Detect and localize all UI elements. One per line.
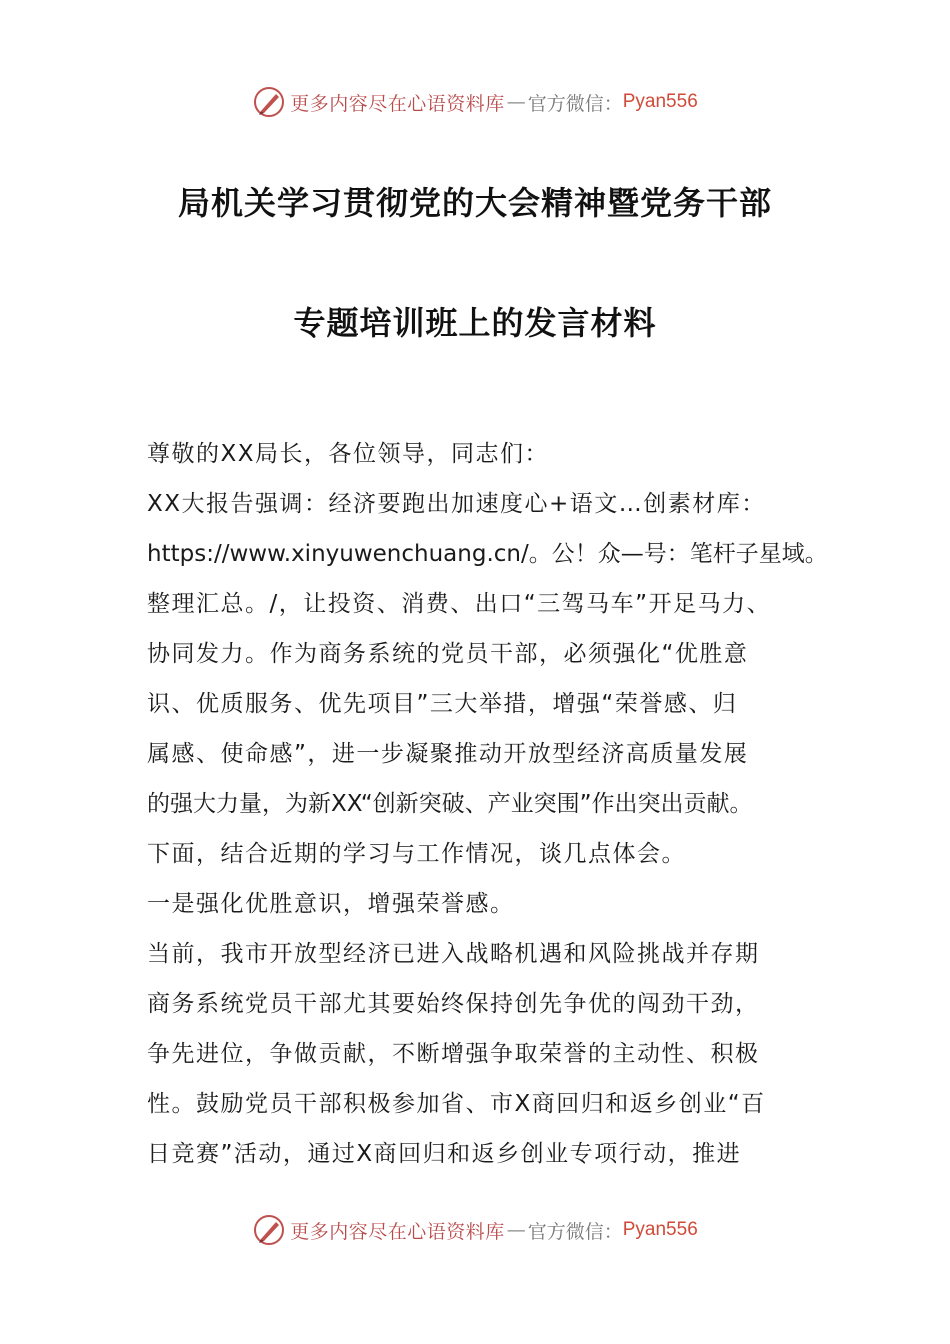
banner-separator: — — [506, 1219, 526, 1241]
body-line: 属感、使命感”，进一步凝聚推动开放型经济高质量发展 — [147, 741, 749, 767]
body-line: https://www.xinyuwenchuang.cn/。公！众—号：笔杆子星域。 — [147, 541, 828, 567]
body-line: 商务系统党员干部尤其要始终保持创先争优的闯劲干劲， — [147, 991, 760, 1017]
quill-logo-icon — [252, 1213, 286, 1247]
body-line: 一是强化优胜意识，增强荣誉感。 — [147, 891, 515, 917]
body-line: 当前，我市开放型经济已进入战略机遇和风险挑战并存期 — [147, 941, 760, 967]
banner-wechat-label: 官方微信： — [527, 92, 623, 115]
banner-wechat-label: 官方微信： — [527, 1220, 623, 1243]
document-title-line-1: 局机关学习贯彻党的大会精神暨党务干部 — [177, 184, 772, 222]
quill-logo-icon — [252, 85, 286, 119]
footer-watermark-banner — [0, 1210, 950, 1250]
banner-text: 更多内容尽在心语资料库 — [290, 1220, 505, 1243]
document-title-line-2: 专题培训班上的发言材料 — [293, 304, 657, 342]
body-line: XX大报告强调：经济要跑出加速度心+语文…创素材库： — [147, 491, 766, 517]
document-body — [147, 429, 837, 1179]
banner-wechat-id: Pyan556 — [622, 1219, 698, 1240]
body-line: 的强大力量，为新XX“创新突破、产业突围”作出突出贡献。 — [147, 791, 753, 817]
body-line: 性。鼓励党员干部积极参加省、市X商回归和返乡创业“百 — [147, 1091, 766, 1117]
banner-text: 更多内容尽在心语资料库 — [290, 92, 505, 115]
body-line: 整理汇总。/，让投资、消费、出口“三驾马车”开足马力、 — [147, 591, 772, 617]
banner-wechat-id: Pyan556 — [622, 91, 698, 112]
banner-separator: — — [506, 91, 526, 113]
body-line: 下面，结合近期的学习与工作情况，谈几点体会。 — [147, 841, 686, 867]
body-line: 争先进位，争做贡献，不断增强争取荣誉的主动性、积极 — [147, 1041, 760, 1067]
body-line: 识、优质服务、优先项目”三大举措，增强“荣誉感、归 — [147, 691, 738, 717]
body-line: 日竞赛”活动，通过X商回归和返乡创业专项行动，推进 — [147, 1141, 742, 1167]
header-watermark-banner — [0, 82, 950, 122]
body-line: 尊敬的XX局长，各位领导，同志们： — [147, 441, 550, 467]
body-line: 协同发力。作为商务系统的党员干部，必须强化“优胜意 — [147, 641, 749, 667]
